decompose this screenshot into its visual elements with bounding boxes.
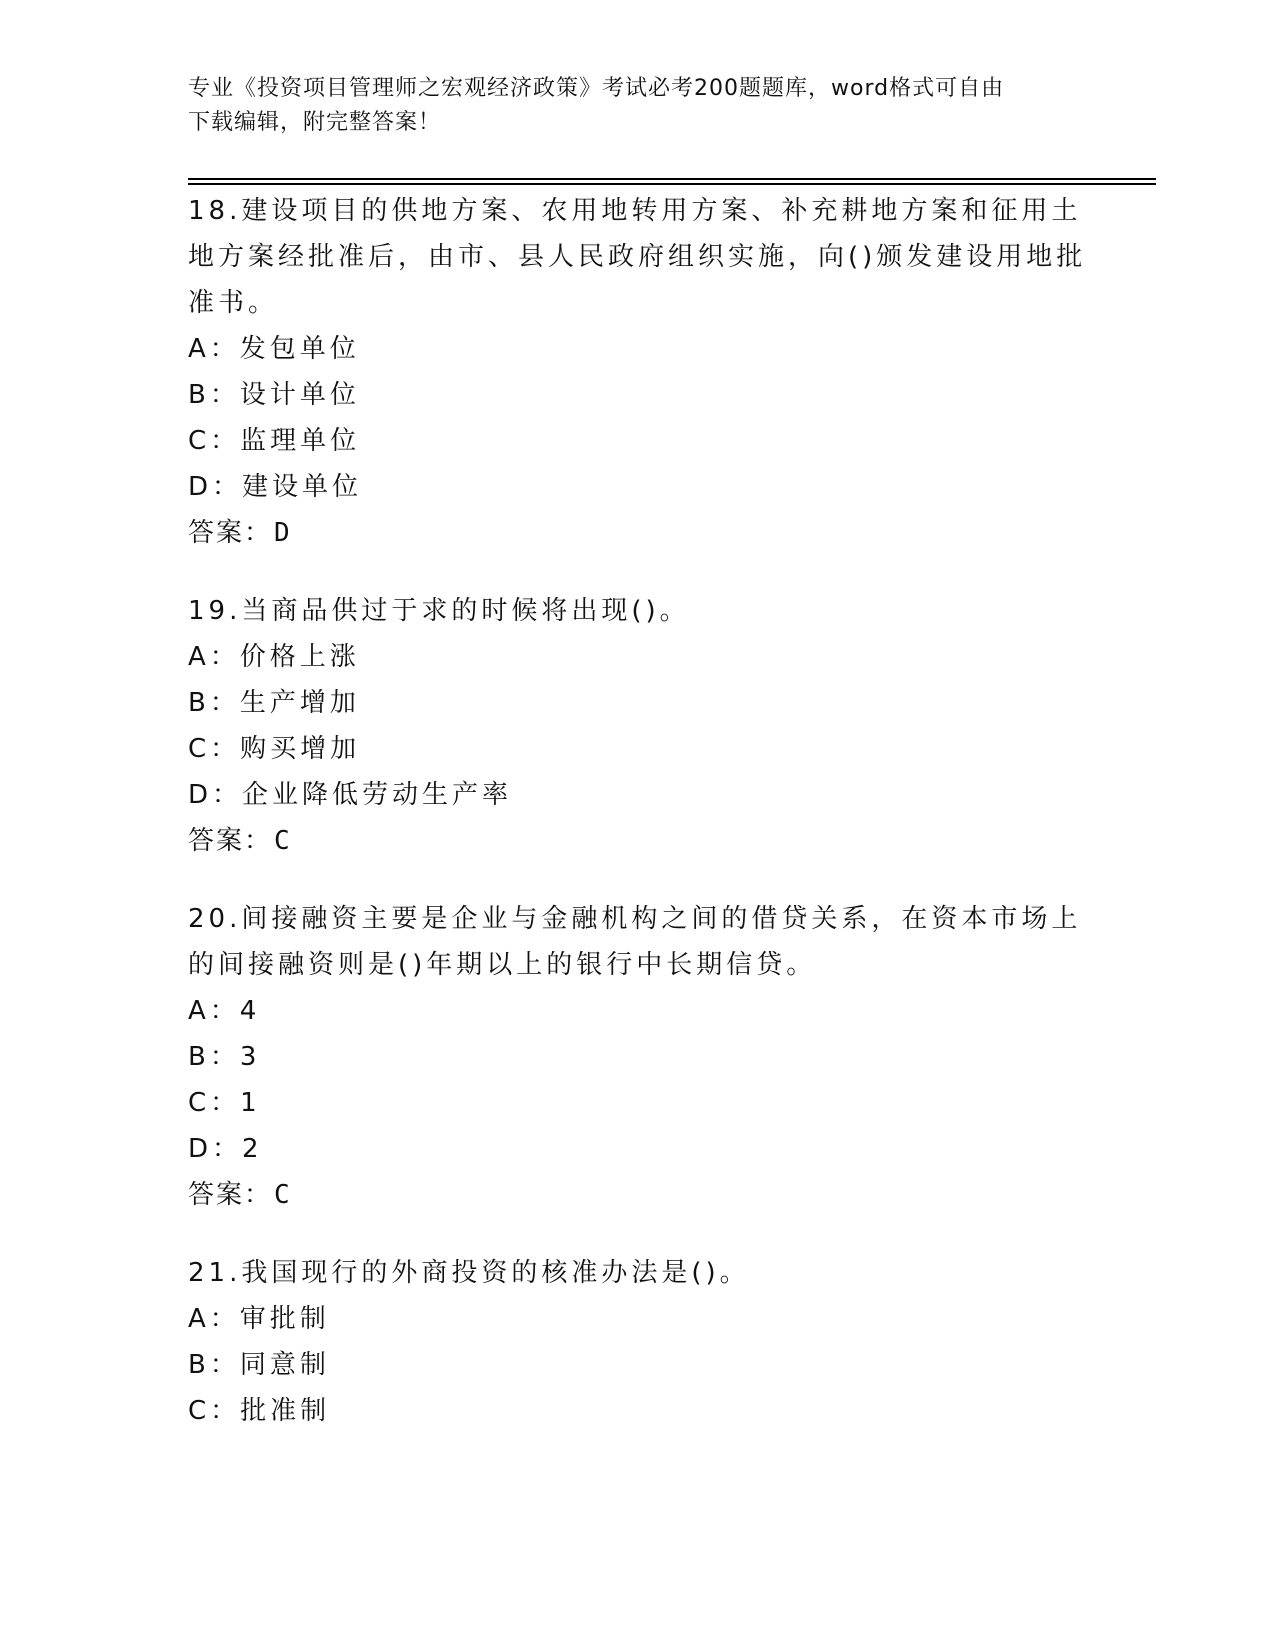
answer-line: [188, 1172, 1088, 1218]
question-list: [188, 188, 1088, 1466]
header-line-2: 下载编辑，附完整答案！: [188, 110, 442, 135]
option-text: 批准制: [240, 1396, 331, 1426]
question-21: [188, 1250, 1088, 1434]
option-d: [188, 464, 1088, 510]
option-d: [188, 772, 1088, 818]
question-number: 20.: [188, 904, 242, 934]
answer-label: 答案：: [188, 826, 273, 856]
question-body: 当商品供过于求的时候将出现()。: [241, 596, 690, 626]
answer-line: [188, 818, 1088, 864]
question-19: [188, 588, 1088, 864]
question-20: [188, 896, 1088, 1218]
option-text: 价格上涨: [239, 642, 360, 672]
option-key: B：: [188, 380, 240, 410]
option-c: [188, 726, 1088, 772]
question-body: 间接融资主要是企业与金融机构之间的借贷关系，在资本市场上的间接融资则是()年期以上的银行中长期信贷。: [188, 904, 1082, 980]
answer-value: C: [274, 1180, 292, 1210]
header-divider-top: [188, 178, 1156, 180]
option-b: [188, 680, 1088, 726]
option-text: 2: [242, 1134, 263, 1164]
option-text: 审批制: [239, 1304, 330, 1334]
question-text: [188, 588, 1088, 634]
option-b: [188, 1034, 1088, 1080]
question-number: 21.: [188, 1258, 242, 1288]
document-header: [188, 72, 1088, 140]
option-key: D：: [188, 472, 243, 502]
option-key: C：: [188, 734, 241, 764]
answer-label: 答案：: [188, 1180, 273, 1210]
question-text: [188, 188, 1088, 326]
option-key: A：: [188, 996, 240, 1026]
option-d: [188, 1126, 1088, 1172]
option-b: [188, 372, 1088, 418]
option-text: 1: [240, 1088, 261, 1118]
option-key: B：: [188, 1042, 240, 1072]
question-text: [188, 1250, 1088, 1296]
option-text: 监理单位: [240, 426, 361, 456]
option-a: [188, 326, 1088, 372]
answer-line: [188, 510, 1088, 556]
header-line-1: 专业《投资项目管理师之宏观经济政策》考试必考200题题库，word格式可自由: [188, 76, 1005, 101]
option-c: [188, 418, 1088, 464]
answer-value: C: [274, 826, 292, 856]
option-text: 建设单位: [242, 472, 363, 502]
question-number: 19.: [188, 596, 242, 626]
question-text: [188, 896, 1088, 988]
option-key: A：: [188, 642, 240, 672]
option-text: 生产增加: [239, 688, 360, 718]
question-number: 18.: [188, 196, 242, 226]
option-c: [188, 1388, 1088, 1434]
option-a: [188, 634, 1088, 680]
option-text: 同意制: [239, 1350, 330, 1380]
question-body: 我国现行的外商投资的核准办法是()。: [241, 1258, 750, 1288]
option-a: [188, 1296, 1088, 1342]
option-text: 发包单位: [239, 334, 360, 364]
question-18: [188, 188, 1088, 556]
option-key: C：: [188, 1088, 241, 1118]
option-b: [188, 1342, 1088, 1388]
option-key: A：: [188, 334, 240, 364]
option-key: D：: [188, 780, 243, 810]
option-text: 购买增加: [240, 734, 361, 764]
option-text: 企业降低劳动生产率: [242, 780, 513, 810]
option-key: B：: [188, 1350, 240, 1380]
answer-value: D: [274, 518, 292, 548]
option-text: 4: [239, 996, 261, 1026]
option-text: 设计单位: [239, 380, 360, 410]
option-a: [188, 988, 1088, 1034]
header-divider-bottom: [188, 183, 1156, 185]
option-key: B：: [188, 688, 240, 718]
option-c: [188, 1080, 1088, 1126]
answer-label: 答案：: [188, 518, 273, 548]
option-key: C：: [188, 426, 241, 456]
option-key: A：: [188, 1304, 240, 1334]
question-body: 建设项目的供地方案、农用地转用方案、补充耕地方案和征用土地方案经批准后，由市、县人民政府组织实施，向()颁发建设用地批准书。: [188, 196, 1087, 318]
option-key: D：: [188, 1134, 243, 1164]
option-key: C：: [188, 1396, 241, 1426]
option-text: 3: [239, 1042, 261, 1072]
